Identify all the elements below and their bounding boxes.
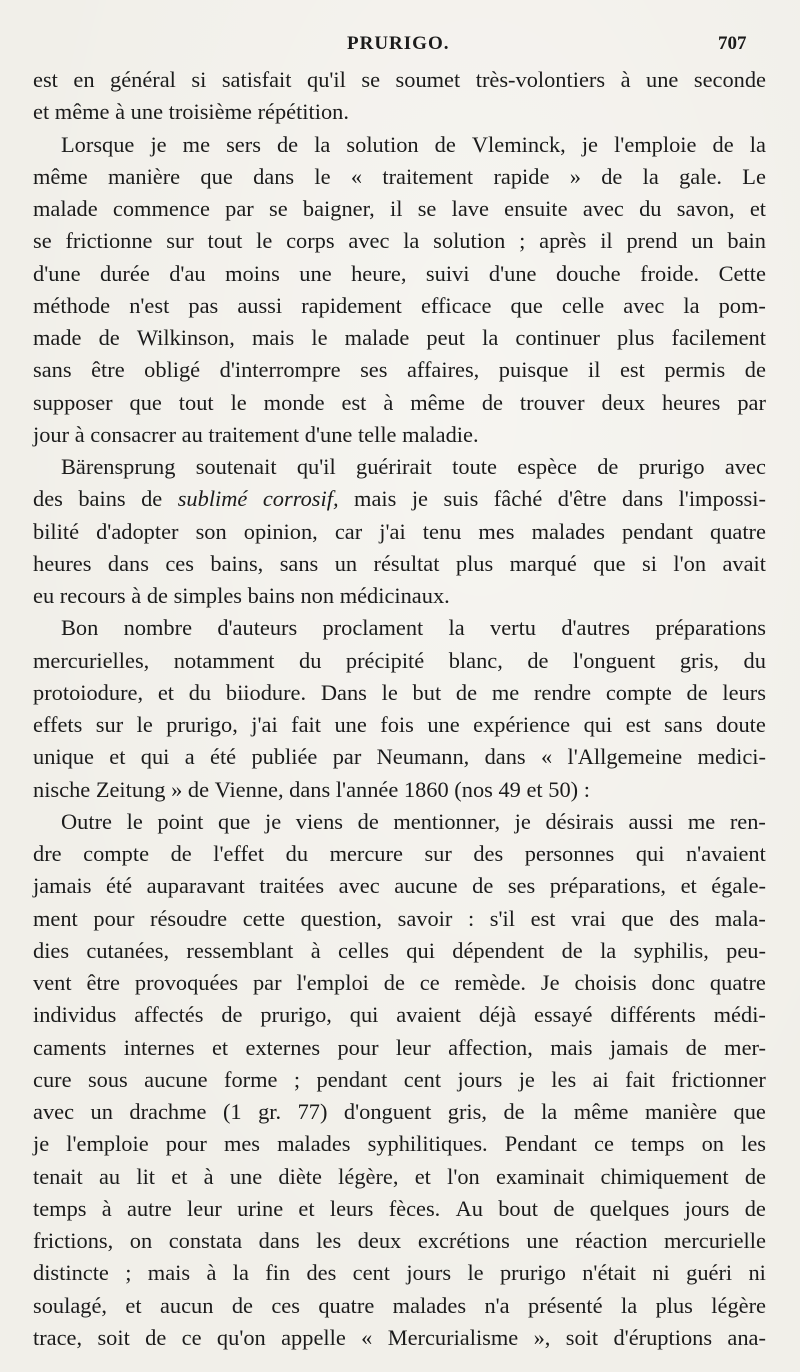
paragraph-1 [33, 64, 766, 129]
text-line: se frictionne sur tout le corps avec la solution ; après il prend un bain [33, 228, 766, 254]
text-line: dre compte de l'effet du mercure sur des personnes qui n'avaient [33, 841, 766, 866]
text-line: supposer que tout le monde est à même de trouver deux heures par [33, 389, 766, 415]
running-title: PRURIGO. [347, 33, 450, 54]
text-line: tenait au lit et à une diète légère, et l'on examinait chimiquement de [33, 1163, 766, 1189]
text-line: sans être obligé d'interrompre ses affaires, puisque il est permis de [33, 357, 766, 383]
text-line: jour à consacrer au traitement d'une telle maladie. [33, 421, 479, 447]
text-line: temps à autre leur urine et leurs fèces. Au bout de quelques jours de [33, 1195, 766, 1221]
text-line: d'une durée d'au moins une heure, suivi d'une douche froide. Cette [33, 260, 766, 286]
text-line: ment pour résoudre cette question, savoir : s'il est vrai que des mala- [33, 905, 766, 931]
text-line: cure sous aucune forme ; pendant cent jours je les ai fait frictionner [33, 1066, 766, 1092]
text-line: eu recours à de simples bains non médicinaux. [33, 583, 450, 608]
text-line: caments internes et externes pour leur affection, mais jamais de mer- [33, 1034, 766, 1060]
page-header [0, 33, 800, 59]
page-number: 707 [718, 33, 747, 54]
text-line: Bärensprung soutenait qu'il guérirait toute espèce de prurigo avec [61, 454, 766, 479]
text-line: et même à une troisième répétition. [33, 99, 349, 125]
text-line: nische Zeitung » de Vienne, dans l'année 1860 (nos 49 et 50) : [33, 776, 590, 802]
text-line: je l'emploie pour mes malades syphilitiques. Pendant ce temps on les [33, 1131, 766, 1157]
paragraph-2 [33, 129, 766, 452]
text-line-italic: des bains de sublimé corrosif, mais je suis fâché d'être dans l'impossi- [33, 486, 766, 512]
text-line: heures dans ces bains, sans un résultat plus marqué que si l'on avait [33, 550, 766, 576]
text-line: distincte ; mais à la fin des cent jours le prurigo n'était ni guéri ni [33, 1260, 766, 1286]
text-line: dies cutanées, ressemblant à celles qui dépendent de la syphilis, peu- [33, 937, 766, 963]
text-line: protoiodure, et du biiodure. Dans le but de me rendre compte de leurs [33, 679, 766, 705]
paragraph-3 [33, 451, 766, 612]
text-line: Outre le point que je viens de mentionner, je désirais aussi me ren- [61, 808, 766, 834]
text-line: individus affectés de prurigo, qui avaient déjà essayé différents médi- [33, 1002, 766, 1028]
text-line: trace, soit de ce qu'on appelle « Mercurialisme », soit d'éruptions ana- [33, 1324, 766, 1350]
paragraph-5 [33, 806, 766, 1354]
text-line: soulagé, et aucun de ces quatre malades n'a présenté la plus légère [33, 1292, 766, 1318]
text-line: est en général si satisfait qu'il se soumet très-volontiers à une seconde [33, 67, 766, 92]
text-line: Lorsque je me sers de la solution de Vleminck, je l'emploie de la [61, 131, 766, 157]
text-line: unique et qui a été publiée par Neumann, dans « l'Allgemeine medici- [33, 744, 766, 770]
text-line: même manière que dans le « traitement rapide » de la gale. Le [33, 163, 766, 189]
text-line: made de Wilkinson, mais le malade peut la continuer plus facilement [33, 325, 766, 350]
text-line: vent être provoquées par l'emploi de ce remède. Je choisis donc quatre [33, 970, 766, 995]
text-line: Bon nombre d'auteurs proclament la vertu d'autres préparations [61, 615, 766, 641]
text-line: frictions, on constata dans les deux excrétions une réaction mercurielle [33, 1228, 766, 1253]
paragraph-4 [33, 612, 766, 806]
text-line: avec un drachme (1 gr. 77) d'onguent gris, de la même manière que [33, 1099, 766, 1124]
text-line: malade commence par se baigner, il se lave ensuite avec du savon, et [33, 196, 766, 221]
text-line: effets sur le prurigo, j'ai fait une fois une expérience qui est sans doute [33, 712, 766, 737]
text-line: bilité d'adopter son opinion, car j'ai tenu mes malades pendant quatre [33, 518, 766, 544]
text-line: méthode n'est pas aussi rapidement efficace que celle avec la pom- [33, 292, 766, 318]
text-line: jamais été auparavant traitées avec aucune de ses préparations, et égale- [33, 873, 766, 899]
text-line: mercurielles, notamment du précipité blanc, de l'onguent gris, du [33, 647, 766, 673]
body-text [33, 64, 766, 1354]
